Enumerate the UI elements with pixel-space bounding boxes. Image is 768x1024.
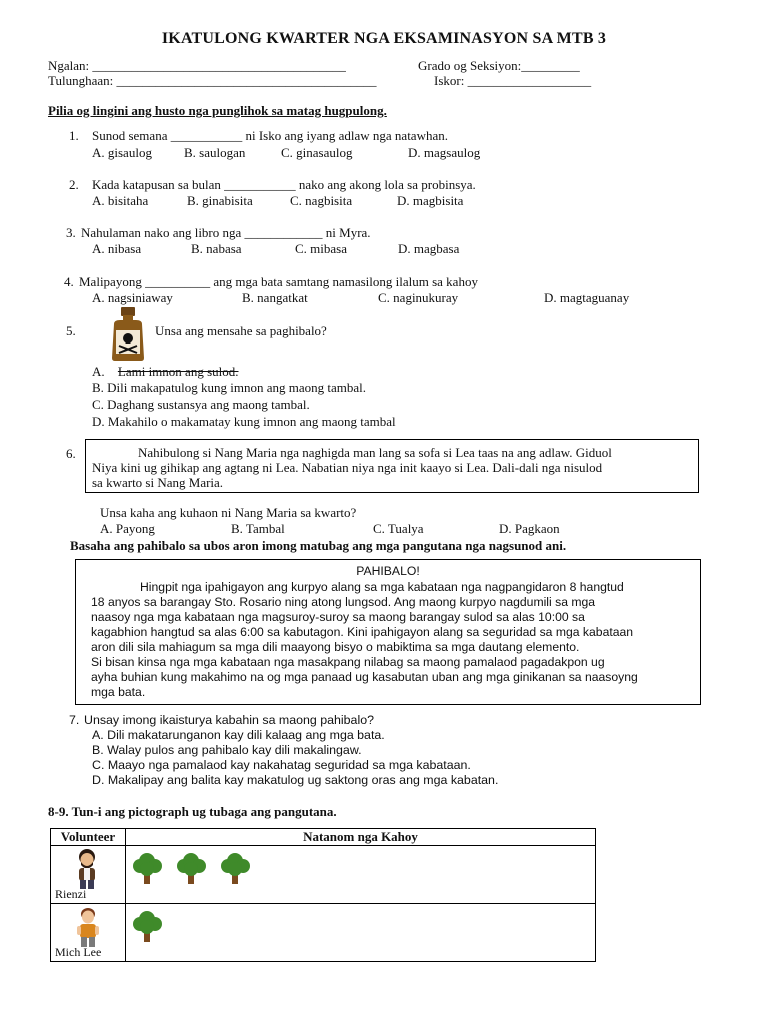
instruction: Pilia og lingini ang husto nga punglihok sa matag hugpulong. (48, 103, 387, 118)
notice-line: Si bisan kinsa nga mga kabataan nga masakpang nilabag sa maong pamalaod pagadakpon ug (91, 655, 605, 669)
notice-line: mga bata. (91, 685, 146, 699)
choice-b[interactable]: B. Walay pulos ang pahibalo kay dili makalingaw. (92, 743, 362, 757)
question-text: Nahulaman nako ang libro nga ____________ ni Myra. (81, 225, 371, 240)
volunteer-cell (51, 846, 126, 904)
question-text: Sunod semana ___________ ni Isko ang iyang adlaw nga natawhan. (92, 128, 448, 143)
choice-a[interactable]: A. Dili makatarunganon kay dili kalaag ang mga bata. (92, 728, 385, 742)
volunteer-cell (51, 904, 126, 962)
trees-cell (126, 846, 596, 904)
choice-c[interactable]: C. Daghang sustansya ang maong tambal. (92, 397, 310, 412)
tree-icon (130, 910, 164, 944)
choice-c[interactable]: C. naginukuray (378, 290, 459, 305)
question-number: 2. (69, 177, 79, 192)
choice-c[interactable]: C. Tualya (373, 521, 424, 536)
choice-d[interactable]: D. magbasa (398, 241, 460, 256)
story-box (85, 439, 699, 493)
choice-a[interactable]: A. nibasa (92, 241, 142, 256)
question-text: Unsay imong ikaisturya kabahin sa maong pahibalo? (84, 713, 374, 727)
table-row (51, 846, 596, 904)
question-text: Unsa ang mensahe sa paghibalo? (155, 323, 327, 338)
choice-a[interactable]: A. nagsiniaway (92, 290, 173, 305)
score-field: Iskor: ___________________ (434, 73, 592, 88)
question-number: 1. (69, 128, 79, 143)
tree-icon (174, 852, 208, 886)
notice-line: Hingpit nga ipahigayon ang kurpyo alang sa mga kabataan nga nagpangidaron 8 hangtud (140, 580, 624, 594)
story-line: Niya kini ug gihikap ang agtang ni Lea. Nabatian niya nga init kaayo si Lea. Dali-dali nga nisulod (92, 460, 603, 475)
choice-letter: A. (92, 364, 105, 379)
volunteer-name: Rienzi (55, 887, 87, 901)
trees-cell (126, 904, 596, 962)
choice-d[interactable]: D. magsaulog (408, 145, 481, 160)
school-field: Tulunghaan: ________________________________________ (48, 73, 377, 88)
tree-icon (218, 852, 252, 886)
table-header-row (51, 829, 596, 846)
grade-section-field: Grado og Seksiyon:_________ (418, 58, 580, 73)
notice-title: PAHIBALO! (356, 564, 420, 578)
choice-a[interactable]: A. gisaulog (92, 145, 152, 160)
question-number: 6. (66, 446, 76, 461)
choice-b[interactable]: B. nangatkat (242, 290, 308, 305)
choice-b[interactable]: B. Tambal (231, 521, 285, 536)
tree-icon (130, 852, 164, 886)
choice-d[interactable]: D. magtaguanay (544, 290, 630, 305)
question-number: 3. (66, 225, 76, 240)
pictograph-table (50, 828, 596, 962)
choice-c[interactable]: C. Maayo nga pamalaod kay nakahatag seguridad sa mga kabataan. (92, 758, 471, 772)
choice-a[interactable] (92, 364, 239, 380)
question-number: 7. (69, 713, 80, 727)
choice-d[interactable]: D. Pagkaon (499, 521, 560, 536)
choice-a[interactable]: A. bisitaha (92, 193, 149, 208)
question-number: 4. (64, 274, 74, 289)
name-field: Ngalan: _______________________________________ (48, 58, 346, 73)
choice-b[interactable]: B. saulogan (184, 145, 246, 160)
column-header-trees: Natanom nga Kahoy (126, 829, 596, 846)
poison-bottle-icon (104, 306, 152, 362)
notice-line: kagabhion hangtud sa alas 6:00 sa kabutagon. Kini ipahigayon alang sa seguridad sa mga kabataan (91, 625, 634, 639)
table-row (51, 904, 596, 962)
notice-line: aron dili sila mahiagum sa mga dili maayong bisyo o mabiktima sa mga dautang elemento. (91, 640, 580, 654)
story-line: Nahibulong si Nang Maria nga naghigda man lang sa sofa si Lea taas na ang adlaw. Giduol (138, 445, 612, 460)
story-line: sa kwarto si Nang Maria. (92, 475, 224, 490)
notice-line: ayha buhian kung makahimo na og mga panaad ug kasabutan uban ang mga ginikanan sa naasoyng (91, 670, 638, 684)
choice-a[interactable]: A. Payong (100, 521, 155, 536)
choice-d[interactable]: D. Makahilo o makamatay kung imnon ang maong tambal (92, 414, 396, 429)
notice-line: naasoy nga mga kabataan nga magsuroy-suroy sa maong barangay sulod sa alas 10:00 sa (91, 610, 585, 624)
pictograph-instruction: 8-9. Tun-i ang pictograph ug tubaga ang pangutana. (48, 804, 337, 819)
question-text: Kada katapusan sa bulan ___________ nako ang akong lola sa probinsya. (92, 177, 476, 192)
choice-c[interactable]: C. nagbisita (290, 193, 353, 208)
choice-b[interactable]: B. nabasa (191, 241, 242, 256)
section-instruction: Basaha ang pahibalo sa ubos aron imong matubag ang mga pangutana nga nagsunod ani. (70, 538, 567, 553)
notice-line: 18 anyos sa barangay Sto. Rosario ning atong lungsod. Ang maong kurpyo nagdumili sa mga (91, 595, 596, 609)
column-header-volunteer: Volunteer (51, 829, 126, 846)
choice-b[interactable]: B. ginabisita (187, 193, 253, 208)
volunteer-name: Mich Lee (55, 945, 102, 959)
choice-text: Lami imnon ang sulod. (117, 364, 239, 379)
choice-d[interactable]: D. Makalipay ang balita kay makatulog ug saktong oras ang mga kabatan. (92, 773, 499, 787)
choice-b[interactable]: B. Dili makapatulog kung imnon ang maong tambal. (92, 380, 367, 395)
question-number: 5. (66, 323, 76, 338)
choice-c[interactable]: C. mibasa (295, 241, 347, 256)
question-text: Malipayong __________ ang mga bata samtang namasilong ilalum sa kahoy (79, 274, 478, 289)
choice-d[interactable]: D. magbisita (397, 193, 464, 208)
question-text: Unsa kaha ang kuhaon ni Nang Maria sa kwarto? (100, 505, 357, 520)
notice-box (75, 559, 701, 705)
exam-title: IKATULONG KWARTER NGA EKSAMINASYON SA MTB 3 (161, 30, 607, 47)
choice-c[interactable]: C. ginasaulog (281, 145, 353, 160)
